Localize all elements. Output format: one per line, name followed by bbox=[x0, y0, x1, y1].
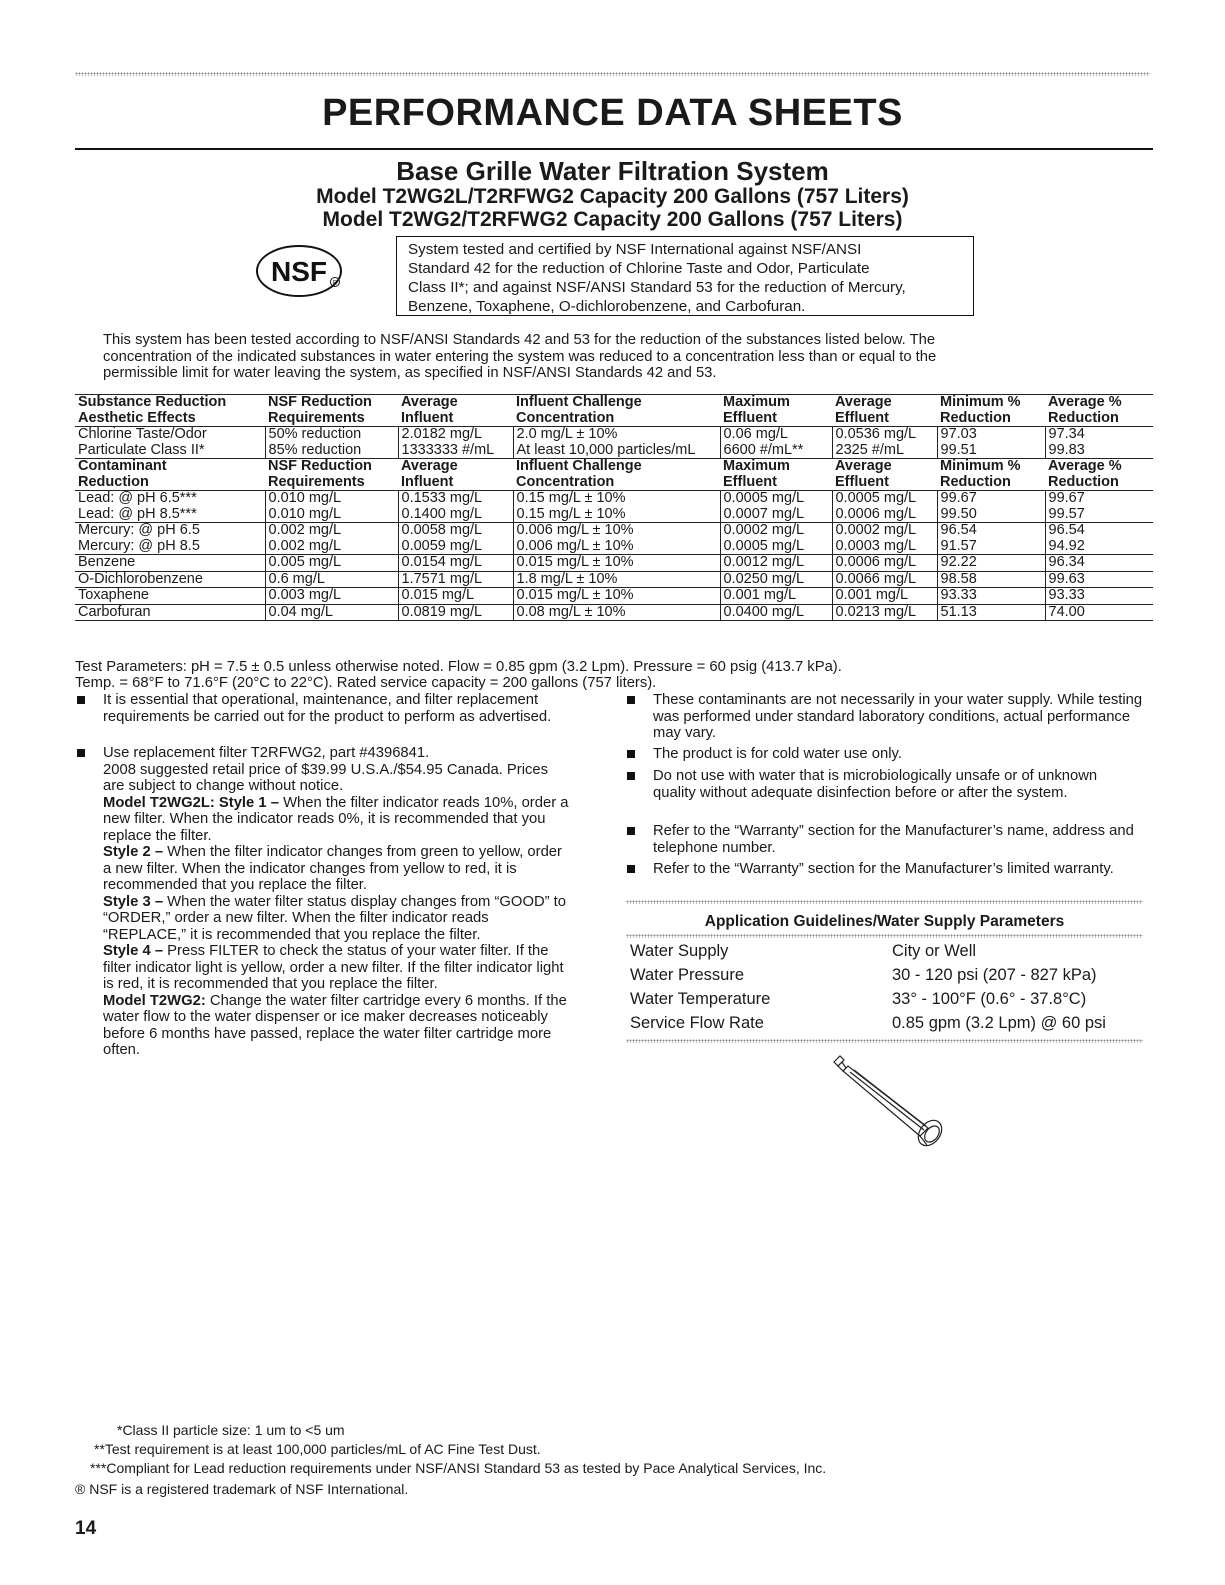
application-title: Application Guidelines/Water Supply Parameters bbox=[704, 913, 1065, 930]
table-cell bbox=[513, 571, 720, 588]
table-cell bbox=[398, 555, 513, 572]
cell-line: Maximum bbox=[723, 394, 790, 410]
model-line: Model T2WG2L/T2RFWG2 Capacity 200 Gallons (757 Liters) bbox=[316, 185, 909, 208]
cell-line: 92.22 bbox=[940, 554, 977, 570]
cell-line: Chlorine Taste/Odor bbox=[78, 426, 207, 442]
table-header-row bbox=[75, 459, 1153, 491]
cell-line: Influent Challenge bbox=[516, 458, 642, 474]
table-cell bbox=[398, 427, 513, 459]
style-1-paragraph bbox=[103, 795, 573, 845]
table-header-cell bbox=[832, 395, 937, 427]
cell-line: 99.63 bbox=[1048, 570, 1085, 587]
cell-line: NSF Reduction bbox=[268, 394, 372, 410]
table-cell bbox=[937, 427, 1045, 459]
style-text: When the filter indicator changes from green to yellow, order a new filter. When the indicator changes from yellow to red, it is recommended that you replace the filter. bbox=[103, 844, 562, 893]
certification-line: System tested and certified by NSF International against NSF/ANSI bbox=[408, 241, 862, 258]
table-cell bbox=[1045, 491, 1153, 523]
style-text: Press FILTER to check the status of your water filter. If the filter indicator light is yellow, order a new filter. If the filter indicator light is red, it is recommended that you replace the filter. bbox=[103, 943, 564, 992]
table-header-row bbox=[75, 395, 1153, 427]
cell-line: Lead: @ pH 6.5*** bbox=[78, 490, 197, 506]
application-value: 0.85 gpm (3.2 Lpm) @ 60 psi bbox=[892, 1014, 1106, 1032]
certification-line: Class II*; and against NSF/ANSI Standard 53 for the reduction of Mercury, bbox=[408, 279, 906, 296]
cell-line: 0.06 mg/L bbox=[723, 426, 788, 442]
application-value: City or Well bbox=[892, 942, 977, 960]
cell-line: 0.0003 mg/L bbox=[835, 537, 917, 554]
cell-line: 0.0400 mg/L bbox=[723, 603, 805, 620]
nsf-logo bbox=[255, 244, 347, 298]
application-row bbox=[630, 1014, 1150, 1038]
cell-line: 99.51 bbox=[940, 441, 977, 458]
cell-line: Contaminant bbox=[78, 458, 167, 474]
cell-line: 0.0154 mg/L bbox=[401, 554, 483, 570]
cell-line: 2325 #/mL bbox=[835, 441, 905, 458]
cell-line: 0.0005 mg/L bbox=[723, 537, 805, 554]
certification-line: Benzene, Toxaphene, O-dichlorobenzene, and Carbofuran. bbox=[408, 298, 806, 315]
table-cell bbox=[265, 588, 398, 605]
intro-line: permissible limit for water leaving the system, as specified in NSF/ANSI Standards 42 and 53. bbox=[103, 365, 717, 381]
cell-line: 0.0002 mg/L bbox=[835, 522, 917, 538]
style-4-paragraph bbox=[103, 943, 573, 993]
table-cell bbox=[398, 571, 513, 588]
cell-line: Average bbox=[835, 394, 892, 410]
certification-line: Standard 42 for the reduction of Chlorine Taste and Odor, Particulate bbox=[408, 260, 870, 277]
test-parameter-line: Temp. = 68°F to 71.6°F (20°C to 22°C). Rated service capacity = 200 gallons (757 liters). bbox=[75, 675, 657, 691]
cell-line: Toxaphene bbox=[78, 587, 149, 603]
style-3-paragraph bbox=[103, 894, 573, 944]
cell-line: Benzene bbox=[78, 554, 136, 570]
cell-line: 96.54 bbox=[940, 522, 977, 538]
cell-line: 0.0819 mg/L bbox=[401, 603, 483, 620]
table-cell bbox=[937, 604, 1045, 621]
cell-line: 0.0213 mg/L bbox=[835, 603, 917, 620]
model-t2wg2-paragraph bbox=[103, 993, 573, 1059]
cell-line: Average % bbox=[1048, 394, 1122, 410]
table-row bbox=[75, 555, 1153, 572]
cell-line: 97.03 bbox=[940, 426, 977, 442]
bullet-square bbox=[627, 865, 635, 873]
nsf-logo-text: NSF bbox=[271, 256, 327, 287]
cell-line: NSF Reduction bbox=[268, 458, 372, 474]
bullet-square bbox=[77, 696, 85, 704]
cell-line: Particulate Class II* bbox=[78, 441, 205, 458]
cell-line: Aesthetic Effects bbox=[78, 409, 196, 426]
cell-line: 0.0006 mg/L bbox=[835, 554, 917, 570]
table-header-cell bbox=[75, 395, 265, 427]
table-header-cell bbox=[513, 459, 720, 491]
cell-line: 99.83 bbox=[1048, 441, 1085, 458]
cell-line: 2.0 mg/L ± 10% bbox=[516, 426, 618, 442]
cell-line: 0.0005 mg/L bbox=[723, 490, 805, 506]
cell-line: 1.8 mg/L ± 10% bbox=[516, 570, 618, 587]
application-dotted-rule bbox=[626, 1039, 1143, 1043]
table-row bbox=[75, 588, 1153, 605]
cell-line: At least 10,000 particles/mL bbox=[516, 441, 696, 458]
trademark-note: ® NSF is a registered trademark of NSF International. bbox=[75, 1481, 409, 1497]
table-cell bbox=[75, 555, 265, 572]
application-dotted-rule bbox=[626, 900, 1143, 904]
top-dotted-rule bbox=[75, 72, 1150, 76]
application-row bbox=[630, 990, 1150, 1014]
cell-line: 0.0066 mg/L bbox=[835, 570, 917, 587]
cell-line: Requirements bbox=[268, 473, 365, 490]
bullet-text: These contaminants are not necessarily in your water supply. While testing was performed under standard laboratory conditions, actual performance may vary. bbox=[653, 692, 1143, 741]
table-header-cell bbox=[720, 395, 832, 427]
table-cell bbox=[513, 588, 720, 605]
style-text: When the water filter status display changes from “GOOD” to “ORDER,” order a new filter. When the filter indicator reads “REPLACE,” it is recommended that you replace the filter. bbox=[103, 893, 567, 943]
cell-line: 0.0007 mg/L bbox=[723, 505, 805, 522]
cell-line: Effluent bbox=[723, 473, 777, 490]
table-cell bbox=[832, 427, 937, 459]
cell-line: 0.010 mg/L bbox=[268, 505, 342, 522]
cell-line: Concentration bbox=[516, 409, 615, 426]
table-cell bbox=[720, 588, 832, 605]
cell-line: 99.67 bbox=[940, 490, 977, 506]
bullet-item bbox=[103, 692, 573, 725]
cell-line: Concentration bbox=[516, 473, 615, 490]
bullet-square bbox=[627, 827, 635, 835]
cell-line: Carbofuran bbox=[78, 603, 151, 620]
application-row bbox=[630, 966, 1150, 990]
bullet-item bbox=[653, 746, 1143, 763]
table-cell bbox=[832, 523, 937, 555]
model-line: Model T2WG2/T2RFWG2 Capacity 200 Gallons (757 Liters) bbox=[322, 208, 903, 231]
cell-line: Reduction bbox=[78, 473, 149, 490]
cell-line: Reduction bbox=[940, 473, 1011, 490]
table-header-cell bbox=[1045, 395, 1153, 427]
table-cell bbox=[1045, 555, 1153, 572]
intro-line: concentration of the indicated substances in water entering the system was reduced to a concentration less than or equal to the bbox=[103, 348, 937, 365]
application-value: 33° - 100°F (0.6° - 37.8°C) bbox=[892, 990, 1087, 1008]
table-row bbox=[75, 491, 1153, 523]
bullet-item bbox=[653, 692, 1143, 742]
footnote: *Class II particle size: 1 um to <5 um bbox=[117, 1422, 345, 1438]
cell-line: 1.7571 mg/L bbox=[401, 570, 483, 587]
style-label: Model T2WG2L: Style 1 – bbox=[103, 794, 279, 811]
cell-line: Reduction bbox=[1048, 409, 1119, 426]
cell-line: 99.67 bbox=[1048, 490, 1085, 506]
cell-line: Effluent bbox=[723, 409, 777, 426]
test-parameter-line: Test Parameters: pH = 7.5 ± 0.5 unless otherwise noted. Flow = 0.85 gpm (3.2 Lpm). Pressure = 60 psig (413.7 kPa). bbox=[75, 659, 842, 675]
table-cell bbox=[398, 523, 513, 555]
application-dotted-rule bbox=[626, 934, 1143, 938]
style-label: Style 4 – bbox=[103, 943, 164, 959]
cell-line: Average % bbox=[1048, 458, 1122, 474]
cell-line: 85% reduction bbox=[268, 441, 362, 458]
table-header-cell bbox=[937, 459, 1045, 491]
cell-line: 0.1533 mg/L bbox=[401, 490, 483, 506]
application-label: Water Supply bbox=[630, 942, 729, 960]
cell-line: 0.0250 mg/L bbox=[723, 570, 805, 587]
table-header-cell bbox=[75, 459, 265, 491]
bullet-item bbox=[653, 823, 1143, 856]
intro-paragraph bbox=[103, 332, 1153, 382]
application-row bbox=[630, 942, 1150, 966]
table-cell bbox=[720, 491, 832, 523]
table-row bbox=[75, 427, 1153, 459]
cell-line: 0.010 mg/L bbox=[268, 490, 342, 506]
cell-line: Minimum % bbox=[940, 458, 1021, 474]
cell-line: 99.50 bbox=[940, 505, 977, 522]
cell-line: 0.0005 mg/L bbox=[835, 490, 917, 506]
cell-line: 0.15 mg/L ± 10% bbox=[516, 505, 626, 522]
table-cell bbox=[937, 523, 1045, 555]
bullet-item bbox=[653, 861, 1143, 878]
style-text: When the filter indicator reads 10%, order a new filter. When the indicator reads 0%, it is recommended that you replace the filter. bbox=[103, 794, 569, 844]
table-cell bbox=[937, 571, 1045, 588]
performance-table bbox=[75, 394, 1153, 621]
cell-line: O-Dichlorobenzene bbox=[78, 570, 203, 587]
application-label: Water Temperature bbox=[630, 990, 771, 1008]
test-parameters bbox=[75, 659, 1153, 691]
table-cell bbox=[1045, 588, 1153, 605]
cell-line: Maximum bbox=[723, 458, 790, 474]
cell-line: Effluent bbox=[835, 409, 889, 426]
table-cell bbox=[398, 604, 513, 621]
table-cell bbox=[398, 491, 513, 523]
water-filter-cartridge-image bbox=[830, 1050, 955, 1150]
table-cell bbox=[937, 555, 1045, 572]
table-cell bbox=[832, 491, 937, 523]
cell-line: Average bbox=[401, 458, 458, 474]
cell-line: 0.0059 mg/L bbox=[401, 537, 483, 554]
cell-line: 0.6 mg/L bbox=[268, 570, 325, 587]
table-cell bbox=[265, 571, 398, 588]
bullet-text: Refer to the “Warranty” section for the Manufacturer’s limited warranty. bbox=[653, 861, 1114, 877]
bullet-text: 2008 suggested retail price of $39.99 U.S.A./$54.95 Canada. Prices are subject to change without notice. bbox=[103, 761, 549, 794]
cell-line: Influent Challenge bbox=[516, 394, 642, 410]
table-cell bbox=[265, 427, 398, 459]
bullet-square bbox=[627, 772, 635, 780]
table-cell bbox=[1045, 523, 1153, 555]
style-label: Style 2 – bbox=[103, 844, 164, 860]
table-header-cell bbox=[265, 459, 398, 491]
table-cell bbox=[265, 604, 398, 621]
footnote: ***Compliant for Lead reduction requirements under NSF/ANSI Standard 53 as tested by Pace Analytical Services, Inc. bbox=[90, 1460, 827, 1476]
cell-line: 0.1400 mg/L bbox=[401, 505, 483, 522]
cell-line: Lead: @ pH 8.5*** bbox=[78, 505, 197, 522]
table-cell bbox=[832, 571, 937, 588]
cell-line: Average bbox=[835, 458, 892, 474]
cell-line: Average bbox=[401, 394, 458, 410]
table-cell bbox=[832, 555, 937, 572]
cell-line: 99.57 bbox=[1048, 505, 1085, 522]
bullet-item bbox=[103, 745, 573, 1059]
system-title: Base Grille Water Filtration System bbox=[396, 156, 829, 186]
table-header-cell bbox=[398, 395, 513, 427]
table-header-cell bbox=[513, 395, 720, 427]
application-table bbox=[630, 942, 1150, 1038]
table-cell bbox=[513, 491, 720, 523]
cell-line: 2.0182 mg/L bbox=[401, 426, 483, 442]
table-header-cell bbox=[937, 395, 1045, 427]
table-header-cell bbox=[720, 459, 832, 491]
cell-line: Effluent bbox=[835, 473, 889, 490]
intro-line: This system has been tested according to NSF/ANSI Standards 42 and 53 for the reduction of the substances listed below. The bbox=[103, 332, 936, 348]
cell-line: Reduction bbox=[1048, 473, 1119, 490]
cell-line: 0.0012 mg/L bbox=[723, 554, 805, 570]
table-cell bbox=[75, 491, 265, 523]
cell-line: 50% reduction bbox=[268, 426, 362, 442]
bullet-square bbox=[627, 750, 635, 758]
cell-line: 0.002 mg/L bbox=[268, 537, 342, 554]
cell-line: 0.0002 mg/L bbox=[723, 522, 805, 538]
cell-line: 0.006 mg/L ± 10% bbox=[516, 537, 634, 554]
table-cell bbox=[75, 604, 265, 621]
bullet-square bbox=[77, 749, 85, 757]
table-cell bbox=[720, 571, 832, 588]
page-title: PERFORMANCE DATA SHEETS bbox=[322, 92, 903, 134]
bullet-text: Refer to the “Warranty” section for the Manufacturer’s name, address and telephone number. bbox=[653, 823, 1134, 856]
cell-line: 0.15 mg/L ± 10% bbox=[516, 490, 626, 506]
cell-line: 94.92 bbox=[1048, 537, 1085, 554]
table-row bbox=[75, 604, 1153, 621]
table-cell bbox=[513, 523, 720, 555]
application-value: 30 - 120 psi (207 - 827 kPa) bbox=[892, 966, 1097, 984]
table-cell bbox=[832, 604, 937, 621]
table-cell bbox=[1045, 604, 1153, 621]
bullet-item bbox=[653, 768, 1143, 801]
table-header-cell bbox=[265, 395, 398, 427]
table-cell bbox=[75, 427, 265, 459]
cell-line: 0.08 mg/L ± 10% bbox=[516, 603, 626, 620]
cell-line: Mercury: @ pH 8.5 bbox=[78, 537, 200, 554]
cell-line: Minimum % bbox=[940, 394, 1021, 410]
cell-line: 0.003 mg/L bbox=[268, 587, 342, 603]
cell-line: 93.33 bbox=[940, 587, 977, 603]
style-text: Change the water filter cartridge every 6 months. If the water flow to the water dispenser or ice maker decreases noticeably before 6 months have passed, replace the water filter cartridge more often. bbox=[103, 992, 567, 1058]
bullet-text: The product is for cold water use only. bbox=[653, 746, 902, 762]
table-cell bbox=[937, 588, 1045, 605]
cell-line: 0.006 mg/L ± 10% bbox=[516, 522, 634, 538]
table-cell bbox=[720, 604, 832, 621]
table-cell bbox=[1045, 571, 1153, 588]
bullet-text: It is essential that operational, maintenance, and filter replacement requirements be carried out for the product to perform as advertised. bbox=[103, 692, 552, 725]
cell-line: 0.005 mg/L bbox=[268, 554, 342, 570]
table-cell bbox=[513, 427, 720, 459]
cell-line: Influent bbox=[401, 409, 454, 426]
cell-line: 96.54 bbox=[1048, 522, 1085, 538]
cell-line: Mercury: @ pH 6.5 bbox=[78, 522, 200, 538]
table-cell bbox=[75, 523, 265, 555]
table-row bbox=[75, 523, 1153, 555]
style-2-paragraph bbox=[103, 844, 573, 894]
style-label: Style 3 – bbox=[103, 893, 164, 910]
cell-line: 0.015 mg/L bbox=[401, 587, 475, 603]
cell-line: 1333333 #/mL bbox=[401, 441, 495, 458]
cell-line: 97.34 bbox=[1048, 426, 1085, 442]
cell-line: 6600 #/mL** bbox=[723, 441, 804, 458]
cell-line: 0.001 mg/L bbox=[835, 587, 909, 603]
table-cell bbox=[398, 588, 513, 605]
table-cell bbox=[265, 523, 398, 555]
certification-box bbox=[396, 236, 974, 316]
cell-line: 91.57 bbox=[940, 537, 977, 554]
cell-line: 0.001 mg/L bbox=[723, 587, 797, 603]
cell-line: 0.0058 mg/L bbox=[401, 522, 483, 538]
cell-line: Substance Reduction bbox=[78, 394, 227, 410]
cell-line: 0.015 mg/L ± 10% bbox=[516, 554, 634, 570]
cell-line: 0.002 mg/L bbox=[268, 522, 342, 538]
table-header-cell bbox=[1045, 459, 1153, 491]
table-cell bbox=[720, 555, 832, 572]
svg-text:R: R bbox=[332, 280, 338, 287]
page-number: 14 bbox=[75, 1518, 97, 1539]
table-cell bbox=[265, 491, 398, 523]
bullet-text: Do not use with water that is microbiologically unsafe or of unknown quality without adequate disinfection before or after the system. bbox=[653, 768, 1098, 801]
title-rule bbox=[75, 148, 1153, 150]
application-label: Water Pressure bbox=[630, 966, 745, 984]
cell-line: 96.34 bbox=[1048, 554, 1085, 570]
cell-line: Requirements bbox=[268, 409, 365, 426]
style-label: Model T2WG2: bbox=[103, 992, 206, 1009]
table-cell bbox=[75, 571, 265, 588]
cell-line: 0.015 mg/L ± 10% bbox=[516, 587, 634, 603]
footnote: **Test requirement is at least 100,000 particles/mL of AC Fine Test Dust. bbox=[94, 1441, 541, 1457]
cell-line: 98.58 bbox=[940, 570, 977, 587]
table-row bbox=[75, 571, 1153, 588]
table-cell bbox=[720, 523, 832, 555]
table-cell bbox=[513, 555, 720, 572]
table-header-cell bbox=[398, 459, 513, 491]
cell-line: Influent bbox=[401, 473, 454, 490]
cell-line: 0.0536 mg/L bbox=[835, 426, 917, 442]
cell-line: 93.33 bbox=[1048, 587, 1085, 603]
table-cell bbox=[1045, 427, 1153, 459]
table-header-cell bbox=[832, 459, 937, 491]
table-cell bbox=[75, 588, 265, 605]
application-label: Service Flow Rate bbox=[630, 1014, 764, 1032]
cell-line: 74.00 bbox=[1048, 603, 1085, 620]
table-cell bbox=[265, 555, 398, 572]
table-cell bbox=[832, 588, 937, 605]
table-cell bbox=[937, 491, 1045, 523]
bullet-square bbox=[627, 696, 635, 704]
table-cell bbox=[720, 427, 832, 459]
cell-line: Reduction bbox=[940, 409, 1011, 426]
cell-line: 51.13 bbox=[940, 603, 977, 620]
cell-line: 0.04 mg/L bbox=[268, 603, 333, 620]
bullet-text: Use replacement filter T2RFWG2, part #4396841. bbox=[103, 745, 430, 761]
table-cell bbox=[513, 604, 720, 621]
cell-line: 0.0006 mg/L bbox=[835, 505, 917, 522]
